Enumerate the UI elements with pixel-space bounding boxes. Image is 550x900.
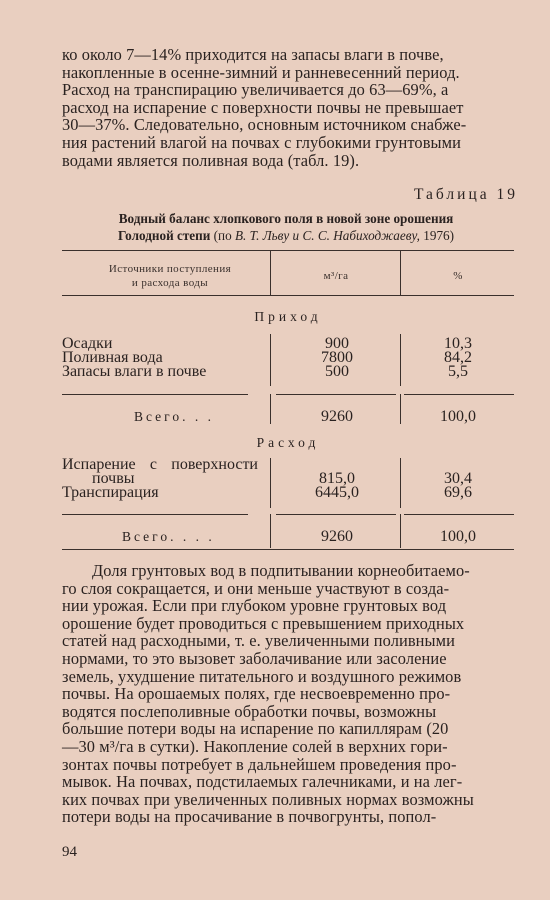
text-line: мывок. На почвах, подстилаемых галечниками, и на лег- (62, 772, 463, 792)
header-m3: м³/га (323, 270, 349, 282)
income-row-m3: 900 (325, 335, 349, 352)
text-line: нии урожая. Если при глубоком уровне грунтовых вод (62, 596, 447, 616)
expense-subtotal-rule (62, 514, 248, 515)
header-sources (70, 262, 270, 290)
expense-row-pct: 69,6 (444, 484, 472, 501)
text-line: ко около 7—14% приходится на запасы влаги в почве, (62, 45, 444, 64)
text-line: водами является поливная вода (табл. 19). (62, 150, 360, 170)
expense-subtotal-rule-m3 (276, 514, 396, 515)
text-line: зонтах почвы потребует в дальнейшем проведения про- (62, 754, 457, 774)
expense-row-m3: 815,0 (319, 470, 355, 487)
expense-row-name-cont: почвы (92, 470, 135, 487)
text-line: нормами, то это вызовет заболачивание или засоление (62, 648, 447, 668)
text-line: —30 м³/га в сутки). Накопление солей в верхних гори- (62, 736, 448, 756)
expense-row-name: Транспирация (62, 484, 159, 501)
expense-subtotal-rule-pct (404, 514, 514, 515)
expense-total-divider-1 (270, 514, 271, 548)
caption-pre: (по (210, 228, 235, 243)
expense-total-divider-2 (400, 514, 401, 548)
expense-col-divider-1 (270, 458, 271, 508)
header-sources-line2: и расхода воды (131, 277, 209, 289)
section-expense: Расход (256, 435, 320, 450)
table-bottom-rule (62, 549, 514, 550)
text-line: го слоя сокращается, и они меньше участвуют в созда- (62, 578, 450, 598)
income-total-m3: 9260 (321, 408, 353, 425)
text-line: ния растений влагой на почвах с глубокими грунтовыми (62, 132, 461, 152)
expense-row-m3: 6445,0 (315, 484, 359, 501)
expense-total-label: Всего. . . . (122, 529, 215, 544)
income-row-m3: 500 (325, 363, 349, 380)
text-line: расход на испарение с поверхности почвы не превышает (62, 97, 464, 117)
paragraph-intro (62, 46, 502, 169)
income-row-pct: 5,5 (448, 363, 468, 380)
income-subtotal-rule-m3 (276, 394, 396, 395)
text-line: орошение будет проводиться с превышением приходных (62, 613, 465, 633)
text-line: Доля грунтовых вод в подпитывании корнеобитаемо- (92, 561, 470, 580)
text-line: земель, ухудшение питательного и воздушного режимов (62, 666, 462, 686)
table-header-rule (62, 295, 514, 296)
income-row-name: Осадки (62, 335, 113, 352)
income-col-divider-2 (400, 334, 401, 386)
table-top-rule (62, 250, 514, 251)
section-income: Приход (254, 309, 322, 324)
caption-year: 1976) (419, 228, 455, 243)
expense-total-pct: 100,0 (440, 528, 476, 545)
text-line: большие потери воды на испарение по капиллярам (20 (62, 719, 449, 739)
text-line: 30—37%. Следовательно, основным источником снабже- (62, 115, 467, 135)
income-row-name: Поливная вода (62, 349, 163, 366)
income-subtotal-rule (62, 394, 248, 395)
table-label: Таблица 19 (413, 186, 518, 203)
income-row-m3: 7800 (321, 349, 353, 366)
income-total-pct: 100,0 (440, 408, 476, 425)
text-line: Расход на транспирацию увеличивается до 63—69%, а (62, 80, 449, 100)
header-col-divider-2 (400, 250, 401, 295)
caption-title-2: Голодной степи (117, 228, 211, 243)
caption-authors: В. Т. Льву и С. С. Набиходжаеву, (235, 228, 420, 243)
text-line: водятся послеполивные обработки почвы, возможны (62, 701, 437, 721)
text-line: потери воды на просачивание в почвогрунты, попол- (62, 807, 437, 827)
income-subtotal-rule-pct (404, 394, 514, 395)
text-line: накопленные в осенне-зимний и ранневесенний период. (62, 62, 460, 82)
header-col-divider-1 (270, 250, 271, 295)
text-line: ких почвах при увеличенных поливных нормах возможны (62, 789, 474, 809)
caption-title: Водный баланс хлопкового поля в новой зоне орошения (118, 211, 454, 226)
header-percent: % (453, 270, 463, 282)
table-caption (62, 210, 510, 244)
text-line: почвы. На орошаемых полях, где несвоевременно про- (62, 684, 451, 704)
expense-total-m3: 9260 (321, 528, 353, 545)
text-line: статей над расходными, т. е. увеличенными поливными (62, 631, 456, 651)
income-total-divider-1 (270, 394, 271, 424)
paragraph-main (62, 562, 502, 826)
income-col-divider-1 (270, 334, 271, 386)
income-total-label: Всего. . . (134, 409, 214, 424)
expense-row-name: Испарение с поверхности (62, 456, 258, 473)
income-total-divider-2 (400, 394, 401, 424)
header-sources-line1: Источники поступления (108, 263, 232, 275)
income-row-pct: 10,3 (444, 335, 472, 352)
expense-col-divider-2 (400, 458, 401, 508)
page-number: 94 (62, 844, 77, 860)
income-row-pct: 84,2 (444, 349, 472, 366)
expense-row-pct: 30,4 (444, 470, 472, 487)
income-row-name: Запасы влаги в почве (62, 363, 207, 380)
